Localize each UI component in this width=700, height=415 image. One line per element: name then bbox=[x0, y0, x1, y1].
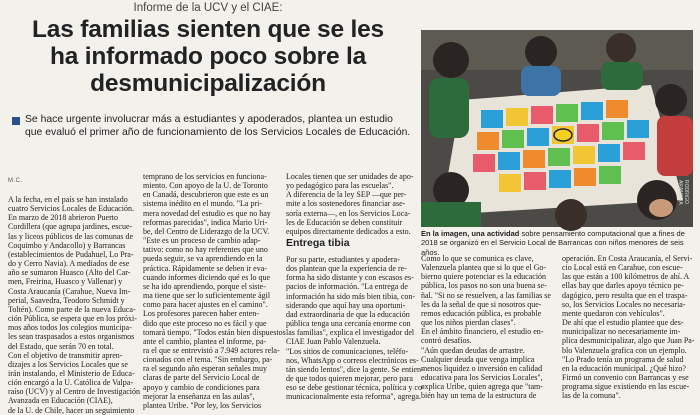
paragraph-line: tativo: como no hay referentes que uno bbox=[143, 245, 268, 255]
paragraph-line: (establecimientos de Pudahuel, Lo Pra- bbox=[8, 249, 134, 259]
paragraph-line: como para hacer ajustes en el camino". bbox=[143, 300, 268, 310]
paragraph-line: forma ha sido distante y con escasos es- bbox=[286, 273, 414, 283]
paragraph-line: "Aún quedan deudas de arrastre. bbox=[421, 345, 525, 355]
article-column-5 bbox=[562, 254, 696, 401]
paragraph-line: mejorar la enseñanza en las aulas", bbox=[143, 391, 255, 401]
article-column-1 bbox=[8, 195, 140, 415]
paragraph-line: Por su parte, estudiantes y apodera- bbox=[286, 255, 400, 264]
paragraph-line: información ha sido más bien tibia, con- bbox=[286, 291, 416, 301]
paragraph-line: de la U. de Chile, hacer un seguimiento bbox=[8, 405, 135, 415]
paragraph-line: ción Pública, se espera que en los próxi- bbox=[8, 314, 137, 324]
paragraph-line: perial, Saavedra, Teodoro Schmidt y bbox=[8, 295, 125, 305]
paragraph-line: bién hay un tema de la estructura de bbox=[421, 391, 537, 401]
paragraph-line: cio Local está en Carahue, con escue- bbox=[562, 263, 683, 273]
paragraph-line: tomará tiempo. "Todos están bien dispuestos bbox=[143, 327, 286, 337]
paragraph-line: mera novedad del estudio es que no hay bbox=[143, 208, 271, 218]
paragraph-line: ción encargó a la U. Católica de Valpa- bbox=[8, 378, 133, 388]
paragraph-line: CIAE Juan Pablo Valenzuela. bbox=[286, 337, 381, 347]
paragraph-line: cuatro Servicios Locales de Educación. bbox=[8, 204, 134, 214]
paragraph-line: A la fecha, en el país se han instalado bbox=[8, 195, 128, 204]
paragraph-line: dido que este proceso no es fácil y que bbox=[143, 318, 267, 328]
paragraph-line: ante el cambio, plantea el informe, pa- bbox=[143, 336, 267, 346]
headline-line: Las familias sienten que se les bbox=[32, 16, 384, 43]
paragraph-line: blo Valenzuela grafica con un ejemplo. bbox=[562, 345, 687, 355]
paragraph-line: municacionalmente esta reforma", agrega. bbox=[286, 392, 421, 402]
paragraph-line: apoyo y cambio de condiciones para bbox=[143, 382, 260, 392]
paragraph-line: pública, los pasos no son una buena se- bbox=[421, 281, 547, 291]
paragraph-line: A diferencia de la ley SEP —que per- bbox=[286, 190, 407, 200]
article-column-4 bbox=[421, 254, 555, 401]
paragraph-line: las que están a 100 kilómetros de ahí. A bbox=[562, 272, 690, 282]
paragraph-line: explica Uribe, quien agrega que "tam- bbox=[421, 382, 543, 392]
paragraph-line: nos, WhatsApp o correos electrónicos es- bbox=[286, 355, 419, 365]
paragraph-line: ra el segundo año esperan señales muy bbox=[143, 364, 267, 374]
paragraph-line: eso se debe gestionar técnica, política y co- bbox=[286, 383, 425, 393]
paragraph-line: yo pedagógico para las escuelas". bbox=[286, 181, 394, 191]
paragraph-line: cionados con el tema. "Sin embargo, pa- bbox=[143, 355, 273, 365]
paragraph-line: les de Educación se deben constituir bbox=[286, 217, 403, 227]
paragraph-line: se ha ido aprendiendo, porque el siste- bbox=[143, 281, 266, 291]
paragraph-line: las familias", explica el investigador del bbox=[286, 328, 415, 338]
paragraph-line: plantea Uribe. "Por ley, los Servicios bbox=[143, 400, 262, 410]
article-deck bbox=[25, 113, 415, 139]
paragraph-line: educativa para los Servicios Locales", bbox=[421, 373, 543, 383]
caption-text: sobre pensamiento computacional que a fines de 2018 se organizó en el Servicio Local de Barrancas con niños menores de seis años. bbox=[421, 229, 685, 257]
paragraph-line: Coquimbo y Andacollo) y Barrancas bbox=[8, 240, 126, 250]
paragraph-line: irán instalando, el Ministerio de Educa- bbox=[8, 368, 135, 378]
classroom-photo bbox=[421, 30, 693, 227]
photo-credit: RODRIGO ARANGUA bbox=[677, 180, 689, 205]
section-subhead: Entrega tibia bbox=[286, 237, 350, 249]
paragraph-line: equipos directamente dedicados a esto. bbox=[286, 226, 411, 236]
paragraph-line: tán siendo lentos", dice la gente. Se entien- bbox=[286, 364, 424, 374]
paragraph-line: programa sigue existiendo en las escue- bbox=[562, 382, 690, 392]
paragraph-line: reformas parecidas", indica Mario Uri- bbox=[143, 217, 268, 227]
classroom-photo-illustration bbox=[421, 30, 693, 227]
paragraph-line: año se sumaron Huasco (Alto del Car- bbox=[8, 268, 131, 278]
article-column-3 bbox=[286, 172, 416, 236]
paragraph-line: dad extraordinaria de que la educación bbox=[286, 309, 410, 319]
paragraph-line: be, del Centro de Liderazgo de la UCV. bbox=[143, 226, 270, 236]
paragraph-line: les da la señal de que si nosotros que- bbox=[421, 299, 542, 309]
paragraph-line: operación. En Costa Araucanía, el Servi- bbox=[562, 254, 693, 263]
paragraph-line: temprano de los servicios en funciona- bbox=[143, 172, 267, 181]
paragraph-line: menos liquidez o inversión en calidad bbox=[421, 363, 543, 373]
paragraph-line: que los niños pierdan clases". bbox=[421, 318, 516, 328]
paragraph-line: ra el que se entrevistó a 7.949 actores rela- bbox=[143, 345, 280, 355]
paragraph-line: siderando que aquí hay una oportuni- bbox=[286, 300, 406, 310]
paragraph-line: pacios de información. "La entrega de bbox=[286, 282, 408, 292]
paragraph-line: contró desafíos. bbox=[421, 336, 472, 346]
paragraph-line: dos plantean que la experiencia de re- bbox=[286, 264, 407, 274]
article-byline: M.C. bbox=[8, 178, 23, 184]
paragraph-line: Cordillera (que agrupa jardines, escue- bbox=[8, 222, 133, 232]
paragraph-line: Toltén). Como parte de la nueva Educa- bbox=[8, 304, 136, 314]
paragraph-line: las y liceos públicos de las comunas de bbox=[8, 231, 134, 241]
paragraph-line: Como lo que se comunica es clave, bbox=[421, 254, 534, 263]
article-kicker: Informe de la UCV y el CIAE: bbox=[133, 2, 283, 14]
deck-line: que evaluó el primer año de funcionamiento de los Servicios Locales de Educación. bbox=[25, 127, 411, 138]
paragraph-line: pueda seguir, se va aprendiendo en la bbox=[143, 254, 263, 264]
paragraph-line: En marzo de 2018 abrieron Puerto bbox=[8, 213, 118, 223]
paragraph-line: miento. Con apoyo de la U. de Toronto bbox=[143, 181, 268, 191]
paragraph-line: Los profesores parecen haber enten- bbox=[143, 309, 259, 319]
paragraph-line: en Canadá, descubrieron que este es un bbox=[143, 190, 269, 200]
paragraph-line: les sean traspasados a estos organismos bbox=[8, 332, 135, 342]
paragraph-line: ma tiene que ser lo suficientemente ágil bbox=[143, 291, 271, 301]
paragraph-line: municipalizar no necesariamente im- bbox=[562, 327, 681, 337]
deck-bullet-icon bbox=[12, 117, 20, 125]
paragraph-line: raíso (UCV) y al Centro de Investigación bbox=[8, 387, 140, 397]
paragraph-line: mite a los sostenedores financiar ase- bbox=[286, 199, 406, 209]
paragraph-line: Locales tienen que ser unidades de apo- bbox=[286, 172, 414, 181]
paragraph-line: claras de parte del Servicio Local de bbox=[143, 373, 260, 383]
paragraph-line: so, los Servicios Locales no necesaria- bbox=[562, 299, 686, 309]
paragraph-line: sistema inédito en el mundo. "La pri- bbox=[143, 199, 263, 209]
paragraph-line: Con el objetivo de transmitir apren- bbox=[8, 350, 123, 360]
paragraph-line: ñal. "Si no se resuelven, a las familias se bbox=[421, 290, 551, 300]
caption-lead: En la imagen, una actividad bbox=[421, 229, 520, 238]
paragraph-line: las de la comuna". bbox=[562, 391, 621, 401]
paragraph-line: Costa Araucanía (Carahue, Nueva Im- bbox=[8, 286, 131, 296]
paragraph-line: del Estado, que serán 70 en total. bbox=[8, 341, 114, 351]
headline-line: ha informado poco sobre la bbox=[49, 43, 367, 70]
paragraph-line: práctica. Rápidamente se deben ir eva- bbox=[143, 263, 267, 273]
paragraph-line: men, Freirina, Huasco y Vallenar) y bbox=[8, 277, 123, 287]
article-column-3b bbox=[286, 255, 425, 402]
paragraph-line: cuando informes diciendo qué es lo que bbox=[143, 272, 271, 282]
paragraph-line: dizajes a los Servicios Locales que se bbox=[8, 359, 128, 369]
deck-line: Se hace urgente involucrar más a estudiantes y apoderados, plantea un estudio bbox=[25, 114, 393, 125]
paragraph-line: en la educación municipal. ¿Qué hizo? bbox=[562, 363, 686, 373]
paragraph-line: "Los sitios de comunicaciones, teléfo- bbox=[286, 346, 409, 356]
paragraph-line: Cualquier deuda que venga implica bbox=[421, 354, 535, 364]
paragraph-line: ellas hay que darles apoyo técnico pe- bbox=[562, 281, 684, 291]
article-column-2 bbox=[143, 172, 286, 410]
paragraph-line: mos años todos los colegios municipa- bbox=[8, 323, 132, 333]
paragraph-line: mente quedaron con vehículos". bbox=[562, 308, 665, 318]
paragraph-line: dagógico, pero resulta que en el traspa- bbox=[562, 290, 688, 300]
paragraph-line: pública tenga una cercanía enorme con bbox=[286, 319, 411, 329]
paragraph-line: de que todos quieren mejorar, pero para bbox=[286, 374, 413, 384]
paragraph-line: remos educación pública, es probable bbox=[421, 308, 542, 318]
paragraph-line: plica desmunicipalizar, algo que Juan Pa- bbox=[562, 336, 695, 346]
paragraph-line: Valenzuela plantea que si lo que el Go- bbox=[421, 263, 547, 273]
paragraph-line: Firmó un convenio con Barrancas y ese bbox=[562, 373, 689, 383]
photo-caption bbox=[421, 229, 693, 257]
article-headline bbox=[6, 16, 410, 97]
paragraph-line: soría externa—, en los Servicios Loca- bbox=[286, 208, 411, 218]
paragraph-line: Avanzada en Educación (CIAE), bbox=[8, 396, 113, 406]
paragraph-line: "Este es un proceso de cambio adap- bbox=[143, 236, 261, 246]
paragraph-line: En el ámbito financiero, el estudio en- bbox=[421, 327, 544, 337]
paragraph-line: do y Cerro Navia). A mediados de ese bbox=[8, 259, 130, 269]
paragraph-line: bierno quiere potenciar es la educación bbox=[421, 272, 547, 282]
paragraph-line: "Lo Prado tenía un programa de salud bbox=[562, 354, 684, 364]
paragraph-line: De ahí que el estudio plantee que des- bbox=[562, 318, 684, 328]
headline-line: desmunicipalización bbox=[90, 70, 326, 97]
